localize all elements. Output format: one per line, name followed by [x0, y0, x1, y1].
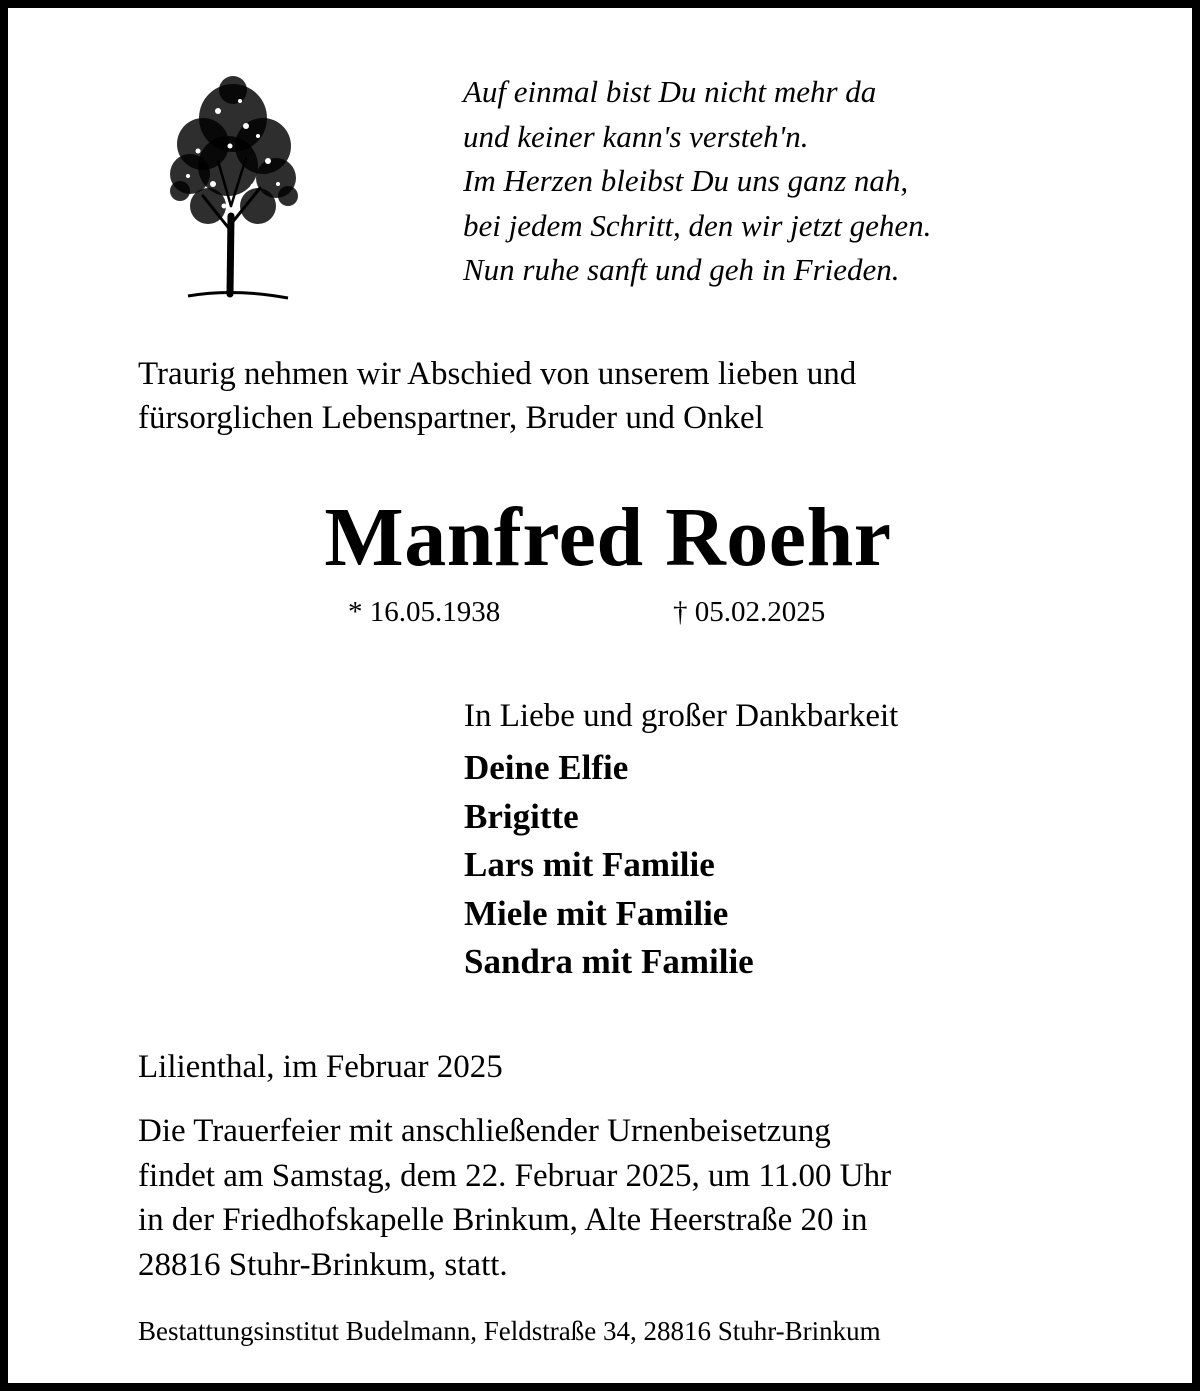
place-date: Lilienthal, im Februar 2025 [138, 1049, 503, 1085]
undertaker-info: Bestattungsinstitut Budelmann, Feldstraße 34, 28816 Stuhr-Brinkum [138, 1316, 881, 1346]
mourner-item: Miele mit Familie [464, 893, 729, 933]
intro-line: Traurig nehmen wir Abschied von unserem lieben und [138, 356, 857, 392]
poem-line: Im Herzen bleibst Du uns ganz nah, [463, 163, 909, 198]
birth-date: * 16.05.1938 [348, 596, 501, 628]
intro-line: fürsorglichen Lebenspartner, Bruder und Onkel [138, 400, 764, 436]
death-date: † 05.02.2025 [673, 596, 826, 628]
poem [463, 70, 931, 293]
ceremony-line: Die Trauerfeier mit anschließender Urnenbeisetzung [138, 1113, 831, 1149]
poem-line: bei jedem Schritt, den wir jetzt gehen. [463, 207, 932, 243]
intro-text [138, 352, 856, 440]
ceremony-line: in der Friedhofskapelle Brinkum, Alte Heerstraße 20 in [138, 1202, 868, 1238]
mourners-list [464, 744, 754, 987]
mourner-item: Sandra mit Familie [464, 942, 754, 981]
poem-line: Nun ruhe sanft und geh in Frieden. [463, 252, 900, 287]
ceremony-line: findet am Samstag, dem 22. Februar 2025, um 11.00 Uhr [138, 1157, 892, 1194]
thanks-line: In Liebe und großer Dankbarkeit [464, 698, 899, 734]
tree-icon [158, 66, 308, 306]
ceremony-line: 28816 Stuhr-Brinkum, statt. [138, 1246, 508, 1283]
deceased-name: Manfred Roehr [324, 491, 892, 584]
poem-line: Auf einmal bist Du nicht mehr da [463, 74, 877, 109]
mourner-item: Lars mit Familie [464, 845, 715, 884]
ceremony-text [138, 1109, 891, 1287]
poem-line: und keiner kann's versteh'n. [463, 118, 809, 154]
mourner-item: Brigitte [464, 796, 579, 836]
mourner-item: Deine Elfie [464, 748, 629, 787]
